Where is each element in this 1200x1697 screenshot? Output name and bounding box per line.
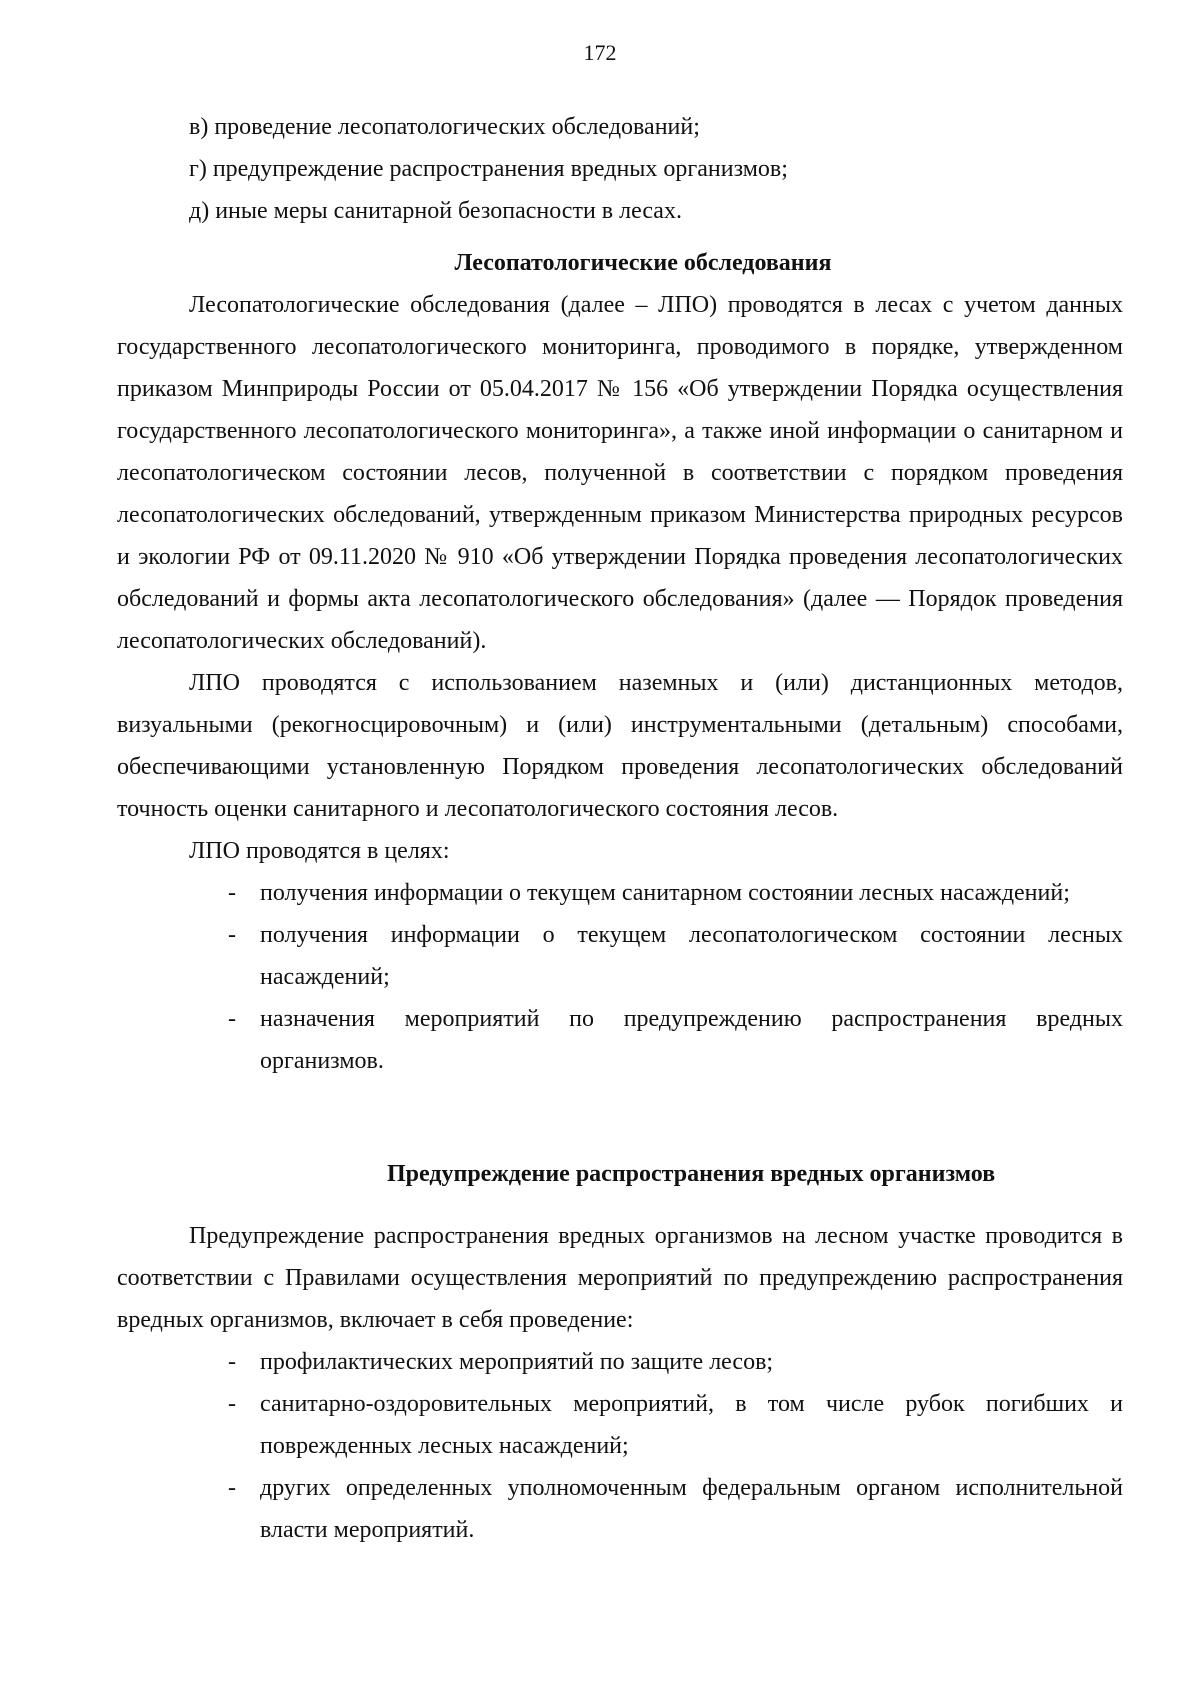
dash-bullet: - xyxy=(228,1006,236,1032)
lpo-goals-list xyxy=(117,872,1123,1082)
list-item-text: назначения мероприятий по предупреждению распространения вредных организмов. xyxy=(260,1006,1123,1074)
list-item-text: получения информации о текущем санитарном состоянии лесных насаждений; xyxy=(260,880,1070,906)
intro-item: в) проведение лесопатологических обследований; xyxy=(189,114,700,140)
document-body xyxy=(117,106,1123,1551)
list-item xyxy=(117,914,1123,998)
section-heading-lpo: Лесопатологические обследования xyxy=(454,250,832,276)
page-number: 172 xyxy=(583,40,617,65)
list-item-text: профилактических мероприятий по защите лесов; xyxy=(260,1349,774,1375)
spacer xyxy=(117,1195,1123,1215)
prevention-paragraph: Предупреждение распространения вредных организмов на лесном участке проводится в соответствии с Правилами осуществления мероприятий по предупреждению распространения вредных организмов, включает в себя проведение: xyxy=(117,1223,1123,1333)
dash-bullet: - xyxy=(228,1349,236,1375)
lpo-paragraph-2: ЛПО проводятся с использованием наземных и (или) дистанционных методов, визуальными (рекогносцировочным) и (или) инструментальными (детальным) способами, обеспечивающими установленную Порядком проведения лесопатологических обследований точность оценки санитарного и лесопатологического состояния лесов. xyxy=(117,670,1123,822)
list-item-text: других определенных уполномоченным федеральным органом исполнительной власти мероприятий. xyxy=(260,1475,1123,1543)
prevention-list xyxy=(117,1341,1123,1551)
intro-item: д) иные меры санитарной безопасности в лесах. xyxy=(189,198,682,224)
dash-bullet: - xyxy=(228,1475,236,1501)
list-item xyxy=(117,1341,1123,1383)
list-item xyxy=(117,998,1123,1082)
list-item xyxy=(117,1383,1123,1467)
lpo-paragraph-1: Лесопатологические обследования (далее – ЛПО) проводятся в лесах с учетом данных государственного лесопатологического мониторинга, проводимого в порядке, утвержденном приказом Минприроды России от 05.04.2017 № 156 «Об утверждении Порядка осуществления государственного лесопатологического мониторинга», а также иной информации о санитарном и лесопатологическом состоянии лесов, полученной в соответствии с порядком проведения лесопатологических обследований, утвержденным приказом Министерства природных ресурсов и экологии РФ от 09.11.2020 № 910 «Об утверждении Порядка проведения лесопатологических обследований и формы акта лесопатологического обследования» (далее — Порядок проведения лесопатологических обследований). xyxy=(117,292,1123,654)
list-item xyxy=(117,1467,1123,1551)
dash-bullet: - xyxy=(228,922,236,948)
section-heading-prevention: Предупреждение распространения вредных организмов xyxy=(387,1161,996,1187)
list-item-text: санитарно-оздоровительных мероприятий, в том числе рубок погибших и поврежденных лесных насаждений; xyxy=(260,1391,1123,1459)
list-item xyxy=(117,872,1123,914)
dash-bullet: - xyxy=(228,1391,236,1417)
dash-bullet: - xyxy=(228,880,236,906)
lpo-goals-lead: ЛПО проводятся в целях: xyxy=(189,838,450,864)
intro-item: г) предупреждение распространения вредных организмов; xyxy=(189,156,788,182)
spacer xyxy=(117,1082,1123,1153)
list-item-text: получения информации о текущем лесопатологическом состоянии лесных насаждений; xyxy=(260,922,1123,990)
